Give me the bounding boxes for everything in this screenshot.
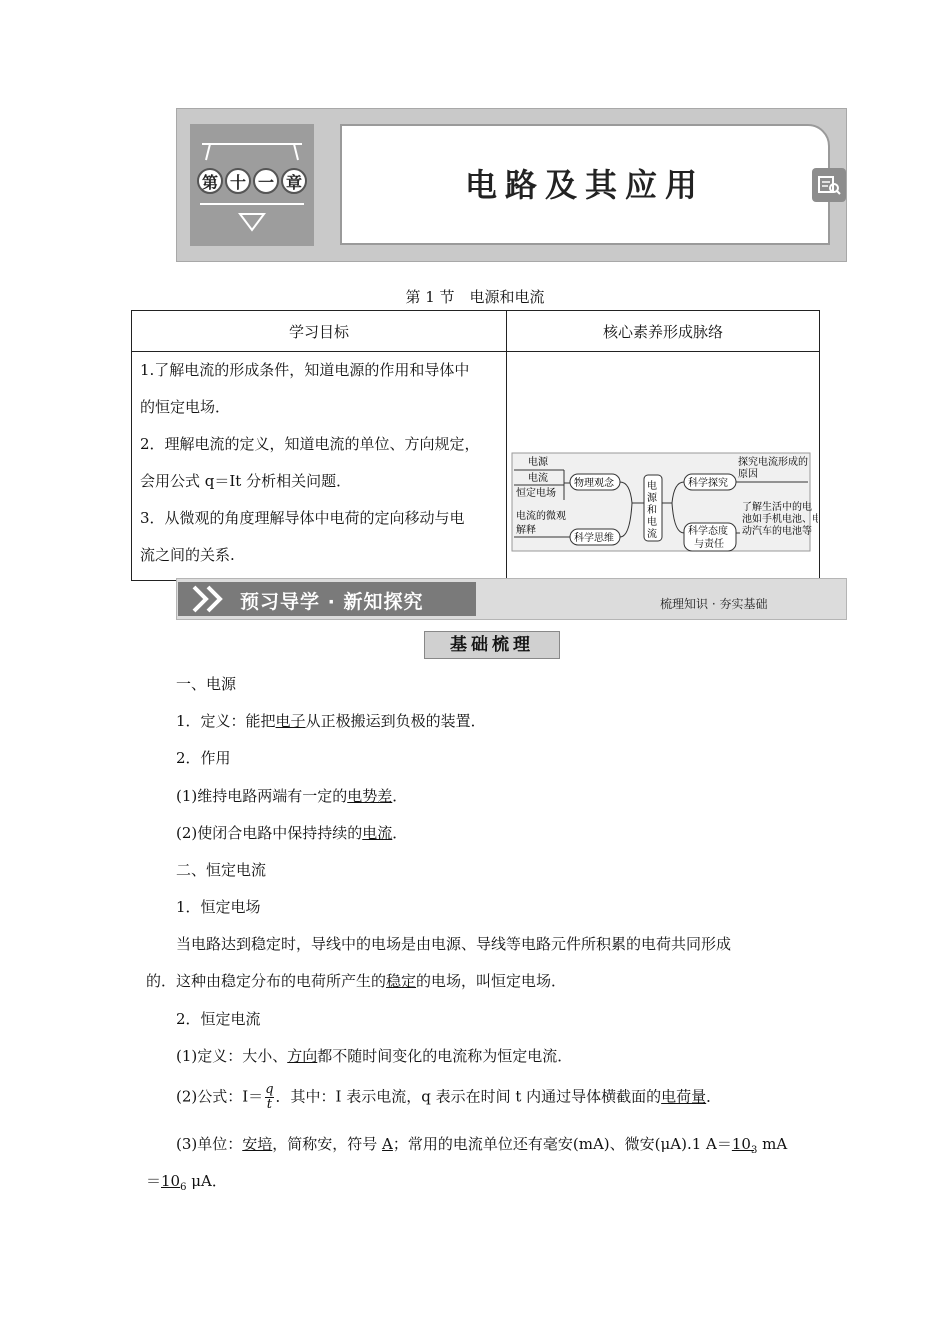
chapter-char: 第 bbox=[197, 168, 223, 194]
chapter-title: 电路及其应用 bbox=[464, 166, 705, 204]
mm-node: 与责任 bbox=[694, 539, 724, 550]
goal-line: 流之间的关系. bbox=[140, 546, 235, 564]
basic-summary-title: 基础梳理 bbox=[424, 631, 560, 659]
content-line: 1．恒定电场 bbox=[176, 898, 261, 916]
mm-center-char: 流 bbox=[647, 529, 657, 540]
chapter-number bbox=[192, 168, 312, 200]
section-bar-label: 预习导学 · 新知探究 bbox=[240, 591, 424, 613]
content-line: (2)使闭合电路中保持持续的电流． bbox=[176, 824, 408, 842]
goals-list bbox=[132, 352, 507, 581]
mm-right-text: 动汽车的电池等 bbox=[742, 526, 812, 537]
book-search-icon[interactable] bbox=[812, 168, 846, 202]
mm-left-item: 电源 bbox=[528, 457, 548, 468]
mm-node: 科学探究 bbox=[688, 478, 728, 489]
heading-power-source: 一、电源 bbox=[176, 675, 237, 693]
goal-line: 会用公式 q＝It 分析相关问题． bbox=[140, 472, 352, 490]
mm-left-item: 电流的微观 bbox=[516, 511, 566, 522]
goal-line: 2．理解电流的定义，知道电流的单位、方向规定， bbox=[140, 435, 480, 453]
mm-node: 物理观念 bbox=[574, 478, 614, 489]
formula-fraction: $\frac{q}{t}$ bbox=[265, 1082, 274, 1112]
content-line: 1．定义：能把电子从正极搬运到负极的装置． bbox=[176, 712, 486, 730]
section-title: 第 1 节 电源和电流 bbox=[405, 288, 545, 306]
mm-center-char: 和 bbox=[647, 505, 657, 516]
chapter-char: 一 bbox=[253, 168, 279, 194]
heading-constant-current: 二、恒定电流 bbox=[176, 861, 267, 879]
mm-left-item: 解释 bbox=[516, 525, 536, 536]
formula-line: (2)公式：I＝ $\frac{q}{t}$ ．其中：I 表示电流，q 表示在时间 t 内通过导体横截面的电荷量． bbox=[176, 1082, 722, 1112]
mm-right-text: 池如手机电池、电 bbox=[742, 514, 818, 525]
mm-node: 科学思维 bbox=[574, 533, 614, 544]
mindmap-diagram bbox=[508, 353, 818, 575]
mm-center-char: 源 bbox=[647, 493, 657, 504]
goal-line: 1.了解电流的形成条件，知道电源的作用和导体中 bbox=[140, 361, 470, 379]
content-line: $=10_6$ μA． bbox=[146, 1172, 227, 1193]
mm-right-text: 了解生活中的电 bbox=[742, 502, 812, 513]
mm-node: 科学态度 bbox=[688, 526, 728, 537]
goal-line: 的恒定电场． bbox=[140, 398, 231, 416]
mm-right-text: 原因 bbox=[738, 469, 758, 480]
chapter-char: 章 bbox=[281, 168, 307, 194]
goals-table bbox=[131, 310, 820, 581]
content-line: (1)定义：大小、方向都不随时间变化的电流称为恒定电流． bbox=[176, 1047, 573, 1065]
content-line: (1)维持电路两端有一定的电势差． bbox=[176, 787, 408, 805]
mindmap-header: 核心素养形成脉络 bbox=[507, 311, 820, 352]
mm-left-item: 电流 bbox=[528, 473, 548, 484]
goal-line: 3．从微观的角度理解导体中电荷的定向移动与电 bbox=[140, 509, 465, 527]
mm-center-char: 电 bbox=[647, 517, 657, 528]
mm-left-item: 恒定电场 bbox=[516, 488, 556, 499]
content-line: 的．这种由稳定分布的电荷所产生的稳定的电场，叫恒定电场． bbox=[146, 972, 567, 990]
content-line: 2．恒定电流 bbox=[176, 1010, 261, 1028]
content-line: 当电路达到稳定时，导线中的电场是由电源、导线等电路元件所积累的电荷共同形成 bbox=[176, 935, 732, 953]
goals-header: 学习目标 bbox=[132, 311, 507, 352]
content-line: (3)单位：安培，简称安，符号 A；常用的电流单位还有毫安(mA)、微安(μA).1 $A=10_3$ mA bbox=[176, 1135, 788, 1156]
mm-right-text: 探究电流形成的 bbox=[738, 457, 808, 468]
double-chevron-icon bbox=[190, 584, 234, 614]
mindmap-cell bbox=[507, 352, 820, 581]
chapter-char: 十 bbox=[225, 168, 251, 194]
mm-center-char: 电 bbox=[647, 481, 657, 492]
section-bar-subtitle: 梳理知识 · 夯实基础 bbox=[660, 597, 768, 611]
content-line: 2．作用 bbox=[176, 749, 231, 767]
